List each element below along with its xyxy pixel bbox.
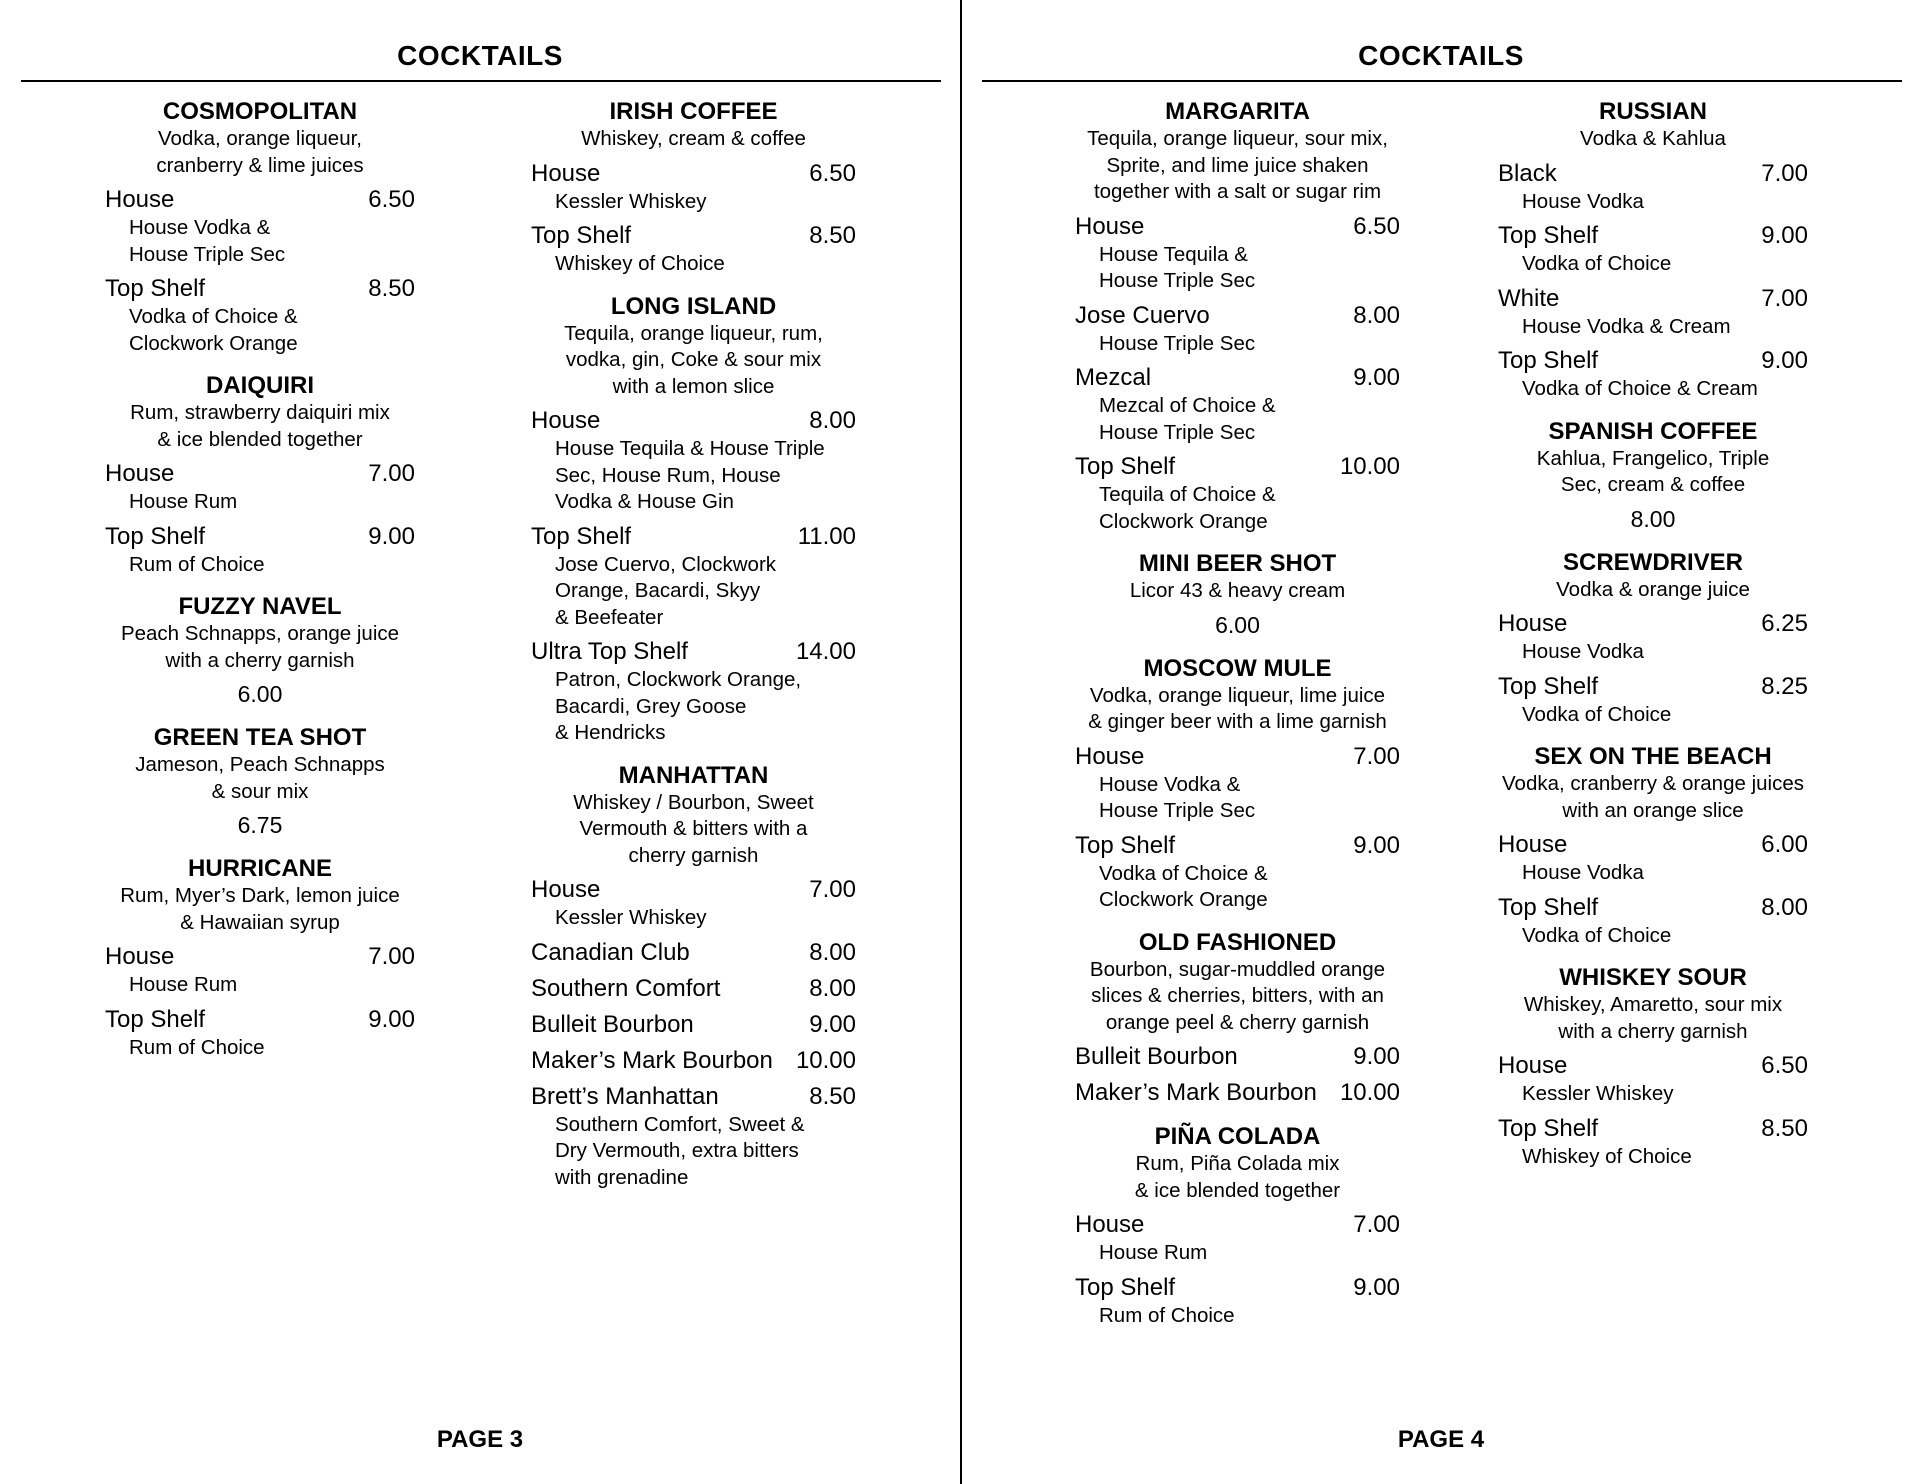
option-row <box>531 406 856 436</box>
price-option <box>531 221 856 278</box>
price-option <box>105 942 415 999</box>
option-ingredients: Rum of Choice <box>129 552 265 576</box>
option-ingredients: Southern Comfort, Sweet & <box>555 1112 805 1136</box>
drink-description: Vermouth & bitters with a <box>579 817 808 840</box>
price-option <box>531 1046 856 1076</box>
drink-description: & Hawaiian syrup <box>180 910 340 934</box>
drink-description: cranberry & lime juices <box>156 153 364 177</box>
option-label: Ultra Top Shelf <box>531 638 688 665</box>
option-row <box>105 274 415 304</box>
option-ingredients: Orange, Bacardi, Skyy <box>555 579 761 602</box>
menu-item <box>1075 1123 1400 1329</box>
menu-page-4 <box>962 0 1920 1484</box>
option-price: 9.00 <box>1761 347 1808 374</box>
option-row <box>531 938 856 968</box>
option-ingredients: Vodka of Choice & <box>129 305 298 328</box>
option-label: Mezcal <box>1075 364 1152 391</box>
price-option <box>105 1005 415 1062</box>
option-label: Top Shelf <box>531 522 632 550</box>
drink-name: DAIQUIRI <box>206 372 314 399</box>
option-price: 7.00 <box>1761 284 1808 312</box>
price-option <box>531 938 856 968</box>
menu-item <box>105 855 415 1061</box>
drink-description: Whiskey / Bourbon, Sweet <box>573 790 814 814</box>
option-row <box>1498 346 1808 376</box>
option-ingredients: House Vodka & <box>129 216 271 239</box>
drink-description: Tequila, orange liqueur, rum, <box>564 321 823 345</box>
drink-description: Rum, Piña Colada mix <box>1135 1152 1340 1175</box>
option-ingredients: Mezcal of Choice & <box>1099 394 1276 417</box>
menu-item <box>1075 655 1400 914</box>
option-row <box>1075 452 1400 482</box>
option-ingredients: Tequila of Choice & <box>1099 483 1276 506</box>
option-price: 6.50 <box>1353 212 1400 240</box>
menu-item <box>531 98 856 278</box>
menu-item <box>105 593 415 709</box>
drink-name: WHISKEY SOUR <box>1559 964 1747 991</box>
option-ingredients: Vodka of Choice & <box>1099 861 1268 885</box>
menu-column-right <box>531 98 856 1206</box>
option-ingredients: House Rum <box>129 973 238 996</box>
option-row <box>1075 742 1400 772</box>
option-price: 8.50 <box>368 275 415 302</box>
drink-description: Whiskey, cream & coffee <box>581 127 806 150</box>
drink-description: together with a salt or sugar rim <box>1093 180 1382 203</box>
option-row <box>531 1010 856 1040</box>
drink-name: HURRICANE <box>188 855 332 882</box>
drink-description: with a lemon slice <box>612 374 775 398</box>
drink-description: Sprite, and lime juice shaken <box>1106 153 1369 177</box>
option-row <box>105 1005 415 1035</box>
option-row <box>1075 363 1400 393</box>
option-row <box>1498 1114 1808 1144</box>
price-option <box>1075 363 1400 446</box>
option-price: 8.00 <box>809 938 856 966</box>
option-row <box>531 522 856 552</box>
option-label: Southern Comfort <box>531 974 721 1002</box>
option-price: 7.00 <box>368 460 415 487</box>
price-option <box>1075 1078 1400 1108</box>
price-option <box>1498 609 1808 666</box>
price-option <box>1075 1210 1400 1267</box>
option-ingredients: Jose Cuervo, Clockwork <box>555 552 777 576</box>
drink-description: Tequila, orange liqueur, sour mix, <box>1087 127 1388 150</box>
title-divider <box>982 80 1902 82</box>
option-price: 8.00 <box>809 407 856 434</box>
price-option <box>1498 346 1808 403</box>
price-option <box>105 185 415 268</box>
option-price: 8.25 <box>1761 672 1808 700</box>
option-row <box>1075 1042 1400 1072</box>
option-price: 10.00 <box>1339 1079 1400 1106</box>
option-price: 7.00 <box>1761 159 1808 187</box>
option-ingredients: & Hendricks <box>555 721 666 744</box>
menu-item <box>1075 550 1400 640</box>
option-price: 14.00 <box>795 638 856 665</box>
option-ingredients: Whiskey of Choice <box>555 252 725 275</box>
drink-name: SPANISH COFFEE <box>1548 417 1758 445</box>
option-label: House <box>1075 1211 1145 1238</box>
drink-description: cherry garnish <box>628 843 759 867</box>
option-ingredients: House Rum <box>1099 1241 1208 1264</box>
drink-name: COSMOPOLITAN <box>162 98 358 125</box>
price-option <box>1075 1273 1400 1330</box>
menu-column-left <box>105 98 415 1076</box>
option-row <box>1498 672 1808 702</box>
option-price: 7.00 <box>1353 742 1400 770</box>
option-ingredients: Kessler Whiskey <box>555 906 707 929</box>
drink-description: Vodka, orange liqueur, lime juice <box>1089 683 1386 707</box>
option-row <box>1498 221 1808 251</box>
menu-item <box>1498 964 1808 1170</box>
option-price: 11.00 <box>797 522 856 550</box>
menu-item <box>1075 98 1400 535</box>
menu-item <box>531 293 856 747</box>
drink-description: & sour mix <box>211 779 309 803</box>
option-row <box>531 875 856 905</box>
price-option <box>1498 1114 1808 1171</box>
drink-price: 8.00 <box>1630 505 1676 532</box>
option-label: Top Shelf <box>1498 672 1599 700</box>
price-option <box>531 1082 856 1192</box>
option-ingredients: Vodka of Choice & Cream <box>1522 377 1758 400</box>
option-price: 6.50 <box>809 159 856 187</box>
option-label: Top Shelf <box>531 222 632 249</box>
drink-name: RUSSIAN <box>1598 98 1707 125</box>
drink-description: & ice blended together <box>1134 1178 1341 1202</box>
option-ingredients: Rum of Choice <box>129 1035 265 1059</box>
option-label: Top Shelf <box>1075 453 1176 480</box>
option-price: 10.00 <box>795 1046 856 1074</box>
menu-item <box>1498 98 1808 403</box>
option-label: Canadian Club <box>531 938 690 966</box>
drink-name: LONG ISLAND <box>610 292 777 320</box>
title-divider <box>21 80 941 82</box>
price-option <box>1498 1051 1808 1108</box>
option-ingredients: House Tequila & House Triple <box>555 437 825 460</box>
drink-name: MINI BEER SHOT <box>1138 550 1337 577</box>
option-price: 8.00 <box>1761 893 1808 921</box>
page-number: PAGE 4 <box>1397 1426 1485 1453</box>
option-price: 8.50 <box>1761 1114 1808 1142</box>
option-row <box>1075 1078 1400 1108</box>
option-row <box>531 159 856 189</box>
drink-description: vodka, gin, Coke & sour mix <box>565 348 822 371</box>
menu-item <box>1075 929 1400 1109</box>
option-ingredients: Rum of Choice <box>1099 1303 1235 1327</box>
option-label: Top Shelf <box>105 1005 206 1033</box>
option-row <box>1075 212 1400 242</box>
option-price: 9.00 <box>1353 831 1400 859</box>
option-ingredients: Vodka of Choice <box>1522 702 1672 726</box>
option-ingredients: Vodka of Choice <box>1522 923 1672 947</box>
option-price: 9.00 <box>1761 222 1808 249</box>
option-label: House <box>105 943 175 970</box>
option-price: 7.00 <box>368 943 415 970</box>
drink-description: Vodka & Kahlua <box>1580 127 1726 150</box>
option-price: 9.00 <box>368 522 415 550</box>
option-label: Jose Cuervo <box>1075 301 1210 329</box>
drink-description: Vodka, orange liqueur, <box>157 127 363 150</box>
price-option <box>1498 893 1808 950</box>
option-label: Bulleit Bourbon <box>531 1010 694 1038</box>
drink-description: & ginger beer with a lime garnish <box>1088 710 1387 733</box>
option-ingredients: Whiskey of Choice <box>1522 1144 1692 1168</box>
option-label: White <box>1498 284 1560 312</box>
option-price: 7.00 <box>809 876 856 903</box>
option-ingredients: Vodka & House Gin <box>555 490 734 513</box>
option-label: Bulleit Bourbon <box>1075 1043 1238 1070</box>
drink-name: SCREWDRIVER <box>1562 548 1743 576</box>
option-ingredients: House Vodka <box>1522 189 1644 213</box>
menu-column-right <box>1498 98 1808 1185</box>
option-ingredients: House Vodka & Cream <box>1522 314 1731 338</box>
price-option <box>531 159 856 216</box>
price-option <box>1498 830 1808 887</box>
option-row <box>1498 830 1808 860</box>
option-label: House <box>1498 831 1568 858</box>
option-label: House <box>1498 1052 1568 1079</box>
option-label: House <box>105 460 175 487</box>
option-price: 6.00 <box>1761 831 1808 858</box>
option-label: Top Shelf <box>1075 1273 1176 1301</box>
drink-name: OLD FASHIONED <box>1138 928 1337 956</box>
option-ingredients: House Triple Sec <box>1099 331 1256 355</box>
option-label: House <box>1075 742 1145 770</box>
option-row <box>1075 1210 1400 1240</box>
option-price: 9.00 <box>1353 364 1400 391</box>
drink-name: MANHATTAN <box>618 761 769 789</box>
drink-name: MOSCOW MULE <box>1143 654 1332 682</box>
option-row <box>531 1046 856 1076</box>
option-label: Top Shelf <box>105 522 206 550</box>
menu-item <box>105 372 415 578</box>
option-ingredients: House Triple Sec <box>129 242 286 266</box>
option-row <box>531 637 856 667</box>
drink-description: Bourbon, sugar-muddled orange <box>1089 957 1386 981</box>
option-ingredients: Kessler Whiskey <box>555 189 707 213</box>
option-row <box>531 1082 856 1112</box>
option-label: Top Shelf <box>1075 831 1176 859</box>
option-label: Black <box>1498 159 1557 187</box>
option-ingredients: House Vodka <box>1522 861 1644 884</box>
page-title: COCKTAILS <box>1358 40 1524 71</box>
option-ingredients: Patron, Clockwork Orange, <box>555 668 802 691</box>
option-ingredients: Dry Vermouth, extra bitters <box>555 1139 799 1162</box>
drink-description: Peach Schnapps, orange juice <box>120 622 400 645</box>
drink-description: Vodka, cranberry & orange juices <box>1502 772 1804 795</box>
drink-description: Licor 43 & heavy cream <box>1129 579 1346 602</box>
option-ingredients: House Vodka <box>1522 640 1644 663</box>
option-row <box>105 942 415 972</box>
drink-name: MARGARITA <box>1165 98 1310 125</box>
option-price: 6.50 <box>1761 1052 1808 1079</box>
drink-description: Vodka & orange juice <box>1556 577 1750 601</box>
option-row <box>1498 609 1808 639</box>
option-ingredients: Clockwork Orange <box>1099 888 1268 911</box>
option-price: 6.50 <box>368 186 415 213</box>
price-option <box>531 1010 856 1040</box>
drink-description: orange peel & cherry garnish <box>1105 1010 1370 1034</box>
option-price: 7.00 <box>1353 1211 1400 1238</box>
price-option <box>1498 672 1808 729</box>
drink-description: slices & cherries, bitters, with an <box>1091 984 1384 1007</box>
option-row <box>531 221 856 251</box>
option-label: Top Shelf <box>105 275 206 302</box>
price-option <box>531 522 856 632</box>
price-option <box>531 875 856 932</box>
option-ingredients: House Tequila & <box>1099 242 1248 266</box>
drink-price: 6.75 <box>237 812 283 838</box>
option-ingredients: Sec, House Rum, House <box>555 463 781 487</box>
drink-name: IRISH COFFEE <box>609 98 778 125</box>
price-option <box>105 459 415 516</box>
option-ingredients: House Triple Sec <box>1099 420 1256 444</box>
drink-description: Sec, cream & coffee <box>1560 473 1746 496</box>
drink-description: with an orange slice <box>1562 798 1744 822</box>
option-row <box>105 185 415 215</box>
drink-description: Whiskey, Amaretto, sour mix <box>1523 993 1783 1016</box>
page-number: PAGE 3 <box>436 1426 524 1453</box>
option-price: 10.00 <box>1339 453 1400 480</box>
option-price: 9.00 <box>1353 1043 1400 1070</box>
option-ingredients: Kessler Whiskey <box>1522 1082 1674 1105</box>
price-option <box>105 522 415 579</box>
option-ingredients: House Rum <box>129 490 238 513</box>
option-price: 9.00 <box>1353 1273 1400 1301</box>
option-row <box>531 974 856 1004</box>
option-row <box>105 459 415 489</box>
option-ingredients: with grenadine <box>555 1165 689 1189</box>
option-label: Brett’s Manhattan <box>531 1082 719 1110</box>
option-label: House <box>1498 610 1568 637</box>
option-price: 8.00 <box>809 974 856 1002</box>
price-option <box>1075 742 1400 825</box>
option-row <box>1498 1051 1808 1081</box>
menu-item <box>531 762 856 1192</box>
option-label: Maker’s Mark Bourbon <box>1075 1079 1317 1106</box>
option-price: 8.00 <box>1353 301 1400 329</box>
price-option <box>1075 1042 1400 1072</box>
option-label: House <box>531 876 601 903</box>
drink-price: 6.00 <box>237 681 283 707</box>
option-ingredients: & Beefeater <box>555 605 664 629</box>
price-option <box>105 274 415 357</box>
menu-column-left <box>1075 98 1400 1344</box>
drink-description: Rum, Myer’s Dark, lemon juice <box>120 884 400 907</box>
drink-name: FUZZY NAVEL <box>178 593 342 620</box>
option-row <box>1075 831 1400 861</box>
option-row <box>1498 159 1808 189</box>
option-label: Top Shelf <box>1498 1114 1599 1142</box>
option-row <box>1498 893 1808 923</box>
option-ingredients: Clockwork Orange <box>1099 509 1268 533</box>
option-price: 9.00 <box>809 1010 856 1038</box>
option-row <box>1075 1273 1400 1303</box>
price-option <box>1498 159 1808 216</box>
drink-description: Jameson, Peach Schnapps <box>135 753 385 776</box>
drink-description: with a cherry garnish <box>1558 1019 1748 1043</box>
page-title: COCKTAILS <box>397 40 563 71</box>
option-ingredients: Bacardi, Grey Goose <box>555 694 747 718</box>
price-option <box>531 637 856 747</box>
option-row <box>105 522 415 552</box>
option-ingredients: Vodka of Choice <box>1522 252 1672 275</box>
price-option <box>1498 284 1808 341</box>
option-label: House <box>531 407 601 434</box>
option-label: Top Shelf <box>1498 893 1599 921</box>
option-label: Top Shelf <box>1498 347 1599 374</box>
option-label: House <box>531 159 601 187</box>
option-ingredients: House Triple Sec <box>1099 269 1256 292</box>
price-option <box>1075 452 1400 535</box>
price-option <box>1075 301 1400 358</box>
price-option <box>531 974 856 1004</box>
price-option <box>1075 831 1400 914</box>
menu-item <box>105 724 415 840</box>
option-label: Top Shelf <box>1498 222 1599 249</box>
option-row <box>1498 284 1808 314</box>
option-ingredients: House Vodka & <box>1099 772 1241 796</box>
price-option <box>1498 221 1808 278</box>
drink-name: SEX ON THE BEACH <box>1534 743 1772 770</box>
drink-name: GREEN TEA SHOT <box>153 724 367 751</box>
option-ingredients: House Triple Sec <box>1099 799 1256 822</box>
price-option <box>531 406 856 516</box>
drink-name: PIÑA COLADA <box>1154 1123 1321 1150</box>
option-label: House <box>1075 212 1145 240</box>
drink-description: Rum, strawberry daiquiri mix <box>130 401 390 424</box>
price-option <box>1075 212 1400 295</box>
option-row <box>1075 301 1400 331</box>
drink-description: Kahlua, Frangelico, Triple <box>1536 446 1770 470</box>
option-label: Maker’s Mark Bourbon <box>531 1046 773 1074</box>
menu-item <box>1498 418 1808 534</box>
menu-item <box>1498 743 1808 949</box>
menu-item <box>1498 549 1808 729</box>
drink-description: with a cherry garnish <box>165 648 355 672</box>
drink-description: & ice blended together <box>157 427 363 451</box>
option-label: House <box>105 186 175 213</box>
option-ingredients: Clockwork Orange <box>129 331 298 355</box>
menu-item <box>105 98 415 357</box>
drink-price: 6.00 <box>1215 611 1260 638</box>
option-price: 6.25 <box>1761 610 1808 637</box>
option-price: 8.50 <box>809 222 856 249</box>
option-price: 8.50 <box>809 1082 856 1110</box>
option-price: 9.00 <box>368 1005 415 1033</box>
